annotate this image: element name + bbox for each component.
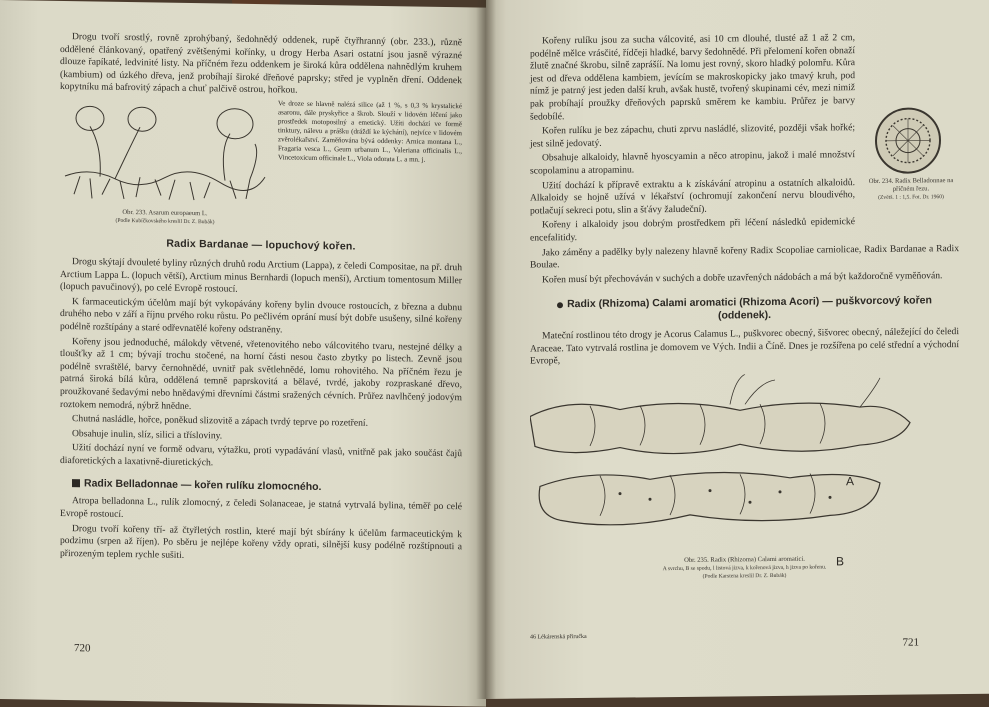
bardanae-paragraph: Užití dochází nyní ve formě odvaru, výtažku, proti vypadávání vlasů, vnitřně pak jako součást čajů diaforetických a laxativně-diuretických. bbox=[60, 442, 462, 474]
figure-side-note: Ve droze se hlavně nalézá silice (až 1 %, s 0,3 % krystalické asaronu, dále pryskyřice a škrob. Slouží v lidovém léčení jako prostředek motoposilný a emetický. Užíti dochází ve formě tinktury, nálevu a prášku (dráždí ke kýchání), nejvíce v lidovém zvěrolékařství. Zaměňována bývá oddenky: Arnica montana L., Fragaria vesca L., Geum urbanum L., Valeriana officinalis L., Vincetoxicum officinale L., Viola odorata L. a mn. j. bbox=[278, 99, 462, 165]
bardanae-paragraph: Chutná nasládle, hořce, poněkud slizovitě a zápach tvrdý teprve po rozetření. bbox=[60, 413, 462, 432]
figure-235-caption-text: Obr. 235. Radix (Rhizoma) Calami aromatici. bbox=[684, 556, 805, 564]
figure-233-block bbox=[60, 96, 462, 232]
right-paragraph: Užití dochází k přípravě extraktu a k získávání atropinu a ostatních alkaloidů. Alkaloidy se hojně užívá v lékařství (ochromují zakončení nervu bloudivého, potlačují sekreci potu, slin a šťávy žaludeční). bbox=[530, 177, 855, 218]
book-gutter bbox=[476, 0, 496, 699]
figure-235-caption bbox=[590, 555, 899, 582]
calamus-rhizome-illustration bbox=[530, 372, 930, 556]
figure-234-caption-sub: (Zvětš. 1 : 1,5. Fot. Dr. 1960) bbox=[863, 193, 959, 202]
page-number-left: 720 bbox=[74, 642, 91, 654]
figure-235-caption-sub: A svrchu, B se spodu, l listová jizva, k kořenová jizva, h jizva po kořenu. bbox=[590, 563, 899, 574]
belladonnae-paragraph: Atropa belladonna L., rulík zlomocný, z čeledi Solanaceae, je statná vytrvalá bylina, téměř po celé Evropě rostoucí. bbox=[60, 495, 462, 527]
figure-233-caption-sub: (Podle Kubíčkovského kreslil Dr. Z. Bubák) bbox=[60, 216, 270, 227]
intro-paragraph: Drogu tvoří srostlý, rovně zprohýbaný, šedohnědý oddenek, rupě čtyřhranný (obr. 233.), různě oddělené článkovaný, opatřený zvětšenými kořínky, u drogy Herba Asari ostatní jsou jasně výrazné dlouze řapíkaté, ledvinité listy. Na příčném řezu oddenkem je široká kůra oddělena nahnědlým kruhem (kambium) od úzkého dřeva, jenž probíhají široké dřeňové paprsky; střed je vyplněn dření. Oddenek kopytníku má bafrovitý zápach a chuť palčivě ostrou, hořkou. bbox=[60, 31, 462, 100]
bardanae-paragraph: K farmaceutickým účelům mají být vykopávány kořeny bylin dvouce rostoucích, z března a dubnu druhého nebo v září a říjnu prvého roku růstu. Po pečlivém oprání musí být dobře usušeny, silné kořeny podélně rozštípány a staré odřevnatělé kořeny odstraněny. bbox=[60, 296, 462, 340]
right-page bbox=[486, 0, 989, 699]
root-cross-section-illustration bbox=[863, 105, 953, 176]
bardanae-paragraph: Kořeny jsou jednoduché, málokdy větvené, vřetenovitého nebo válcovitého tvaru, nestejné délky a tloušťky až 1 cm; bývají trochu stočené, na horní části nesou často zbytky po listech. Zevně jsou podélně svraštělé, barvy černohnědé, uvnitř pak světlehnědé, lomu rohovitého. Na příčném řezu je patrná široká bílá kůra, oddělená temně paprskovitá a bělavé, tvrdé, jakoby rozpraskané dřevo, proužkované šedavými nebo hnědavými dřevními částmi sražených cévních. Průřez navlhčený jodovým roztokem nemodrá, nýbrž hnědne. bbox=[60, 335, 462, 417]
figure-label-a: A bbox=[846, 474, 854, 488]
calami-heading bbox=[530, 294, 959, 324]
belladonnae-heading bbox=[72, 478, 462, 496]
right-paragraph: Obsahuje alkaloidy, hlavně hyoscyamin a něco atropinu, jakož i malé množství scopolaminu a atropaminu. bbox=[530, 149, 855, 178]
figure-label-b: B bbox=[836, 554, 844, 568]
bardanae-heading: Radix Bardanae — lopuchový kořen. bbox=[60, 236, 462, 254]
bardanae-paragraph: Drogu skýtají dvouleté byliny různých druhů rodu Arctium (Lappa), z čeledi Compositae, na př. druh Arctium Lappa L. (lopuch větší), Arctium minus Bernhardi (lopuch menší), Arctium tomentosum Miller (lopuch pavučinový), po celé Evropě rostoucí. bbox=[60, 256, 462, 300]
belladonna-text-block bbox=[530, 31, 959, 247]
square-bullet-icon bbox=[72, 480, 80, 488]
left-page bbox=[0, 0, 486, 707]
calami-paragraph: Mateční rostlinou této drogy je Acorus Calamus L., puškvorec obecný, šišvorec obecný, náležející do čeledi Araceae. Tato vytrvalá rostlina je domovem ve Vých. Indii a Číně. Dnes je rozšířena po celé střední a východní Evropě, bbox=[530, 326, 959, 368]
figure-235-caption-sub2: (Podle Karstena kreslil Dr. Z. Bubák) bbox=[590, 571, 899, 582]
figure-234-caption bbox=[863, 177, 959, 202]
figure-233-caption-text: Obr. 233. Asarum europaeum L. bbox=[122, 209, 207, 217]
belladonnae-heading-text: Radix Belladonnae — kořen rulíku zlomocného. bbox=[84, 478, 321, 494]
figure-234-caption-text: Obr. 234. Radix Belladonnae na příčném řezu. bbox=[869, 177, 954, 193]
right-paragraph: Kořeny i alkaloidy jsou dobrým prostředkem při léčení následků epidemické encefalitidy. bbox=[530, 216, 855, 245]
bardanae-paragraph: Obsahuje inulin, slíz, silici a třísloviny. bbox=[60, 428, 462, 447]
asarum-illustration bbox=[60, 96, 270, 209]
right-paragraph: Kořeny rulíku jsou za sucha válcovité, asi 10 cm dlouhé, tlusté až 1 až 2 cm, podélně mělce vrásčité, řídčeji hladké, barvy šedohnědé. Při přelomení kořen obnaží žlutě značné škrobu, silně zaprášíí. Na lomu jest rovný, skoro hladký polomřu. Kůra jest od dřeva oddělena kambiem, jevícím se makroskopicky jako tmavý kruh, pod nímž je patrný jest jeden další kruh, avšak hustě, tvořený skupinami cév, mezi nimiž pak probíhají proužky dřeňových paprsků směrem ke kambiu. Průřez je barvy šedobílé. bbox=[530, 32, 855, 124]
right-paragraph: Kořen musí být přechováván v suchých a dobře uzavřených nádobách a má být každoročně vyměňován. bbox=[530, 270, 959, 287]
belladonnae-paragraph: Drogu tvoří kořeny tří- až čtyřletých rostlin, které mají být sbírány k účelům farmaceutickým k podzimu (srpen až říjen). Po sběru je nejlépe kořeny vždy oprati, silnější kusy podélně rozštípnouti a přirozeným teplem rychle sušiti. bbox=[60, 523, 462, 567]
page-number-right: 721 bbox=[903, 636, 920, 648]
right-paragraph: Kořen rulíku je bez zápachu, chuti zprvu nasládlé, slizovité, později však hořké; jest silně jedovatý. bbox=[530, 122, 855, 151]
figure-234-block bbox=[863, 31, 959, 244]
calami-heading-text: Radix (Rhizoma) Calami aromatici (Rhizoma Acori) — puškvorcový kořen (oddenek). bbox=[567, 295, 932, 322]
footer-note: 46 Lékárenská příručka bbox=[530, 634, 587, 641]
right-paragraph: Jako záměny a padělky byly nalezeny hlavně kořeny Radix Scopoliae carniolicae, Radix Bardanae a Radix Boulae. bbox=[530, 243, 959, 273]
round-bullet-icon bbox=[557, 302, 563, 308]
figure-233-caption bbox=[60, 208, 270, 227]
